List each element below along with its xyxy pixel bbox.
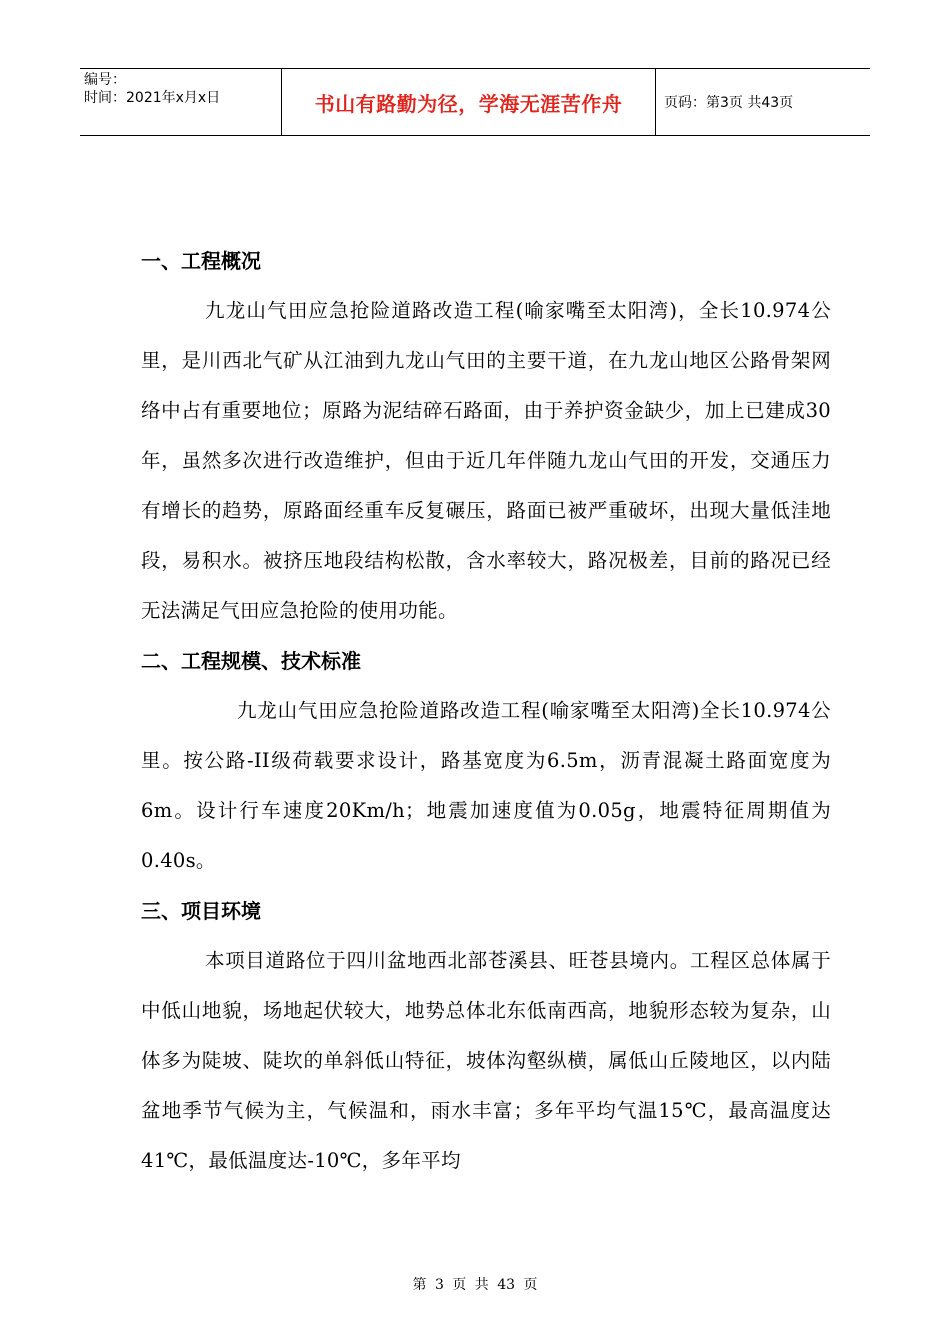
document-number-label: 编号：	[84, 72, 126, 88]
header-page-info: 页码：第3页 共43页	[664, 95, 794, 111]
header-meta	[80, 69, 282, 135]
section-heading-overview: 一、工程概况	[141, 249, 261, 273]
section-paragraph-environment: 本项目道路位于四川盆地西北部苍溪县、旺苍县境内。工程区总体属于中低山地貌，场地起伏较大，地势总体北东低南西高，地貌形态较为复杂，山体多为陡坡、陡坎的单斜低山特征，坡体沟壑纵横，属低山丘陵地区，以内陆盆地季节气候为主，气候温和，雨水丰富；多年平均气温15℃，最高温度达41℃，最低温度达-10℃，多年平均	[141, 949, 831, 1172]
header-motto: 书山有路勤为径，学海无涯苦作舟	[282, 69, 656, 135]
section-heading-environment: 三、项目环境	[141, 899, 261, 923]
page-footer: 第 3 页 共 43 页	[412, 1277, 538, 1293]
section-heading-scale: 二、工程规模、技术标准	[141, 649, 361, 673]
section-paragraph-overview: 九龙山气田应急抢险道路改造工程(喻家嘴至太阳湾)，全长10.974公里，是川西北气矿从江油到九龙山气田的主要干道，在九龙山地区公路骨架网络中占有重要地位；原路为泥结碎石路面，由于养护资金缺少，加上已建成30年，虽然多次进行改造维护，但由于近几年伴随九龙山气田的开发，交通压力有增长的趋势，原路面经重车反复碾压，路面已被严重破坏，出现大量低洼地段，易积水。被挤压地段结构松散，含水率较大，路况极差，目前的路况已经无法满足气田应急抢险的使用功能。	[141, 299, 831, 622]
document-body	[141, 236, 831, 1186]
section-paragraph-scale: 九龙山气田应急抢险道路改造工程(喻家嘴至太阳湾)全长10.974公里。按公路-II级荷载要求设计，路基宽度为6.5m，沥青混凝土路面宽度为6m。设计行车速度20Km/h；地震加速度值为0.05g，地震特征周期值为0.40s。	[141, 699, 831, 872]
page-header	[80, 68, 870, 136]
document-date-label: 时间：2021年x月x日	[84, 90, 221, 106]
